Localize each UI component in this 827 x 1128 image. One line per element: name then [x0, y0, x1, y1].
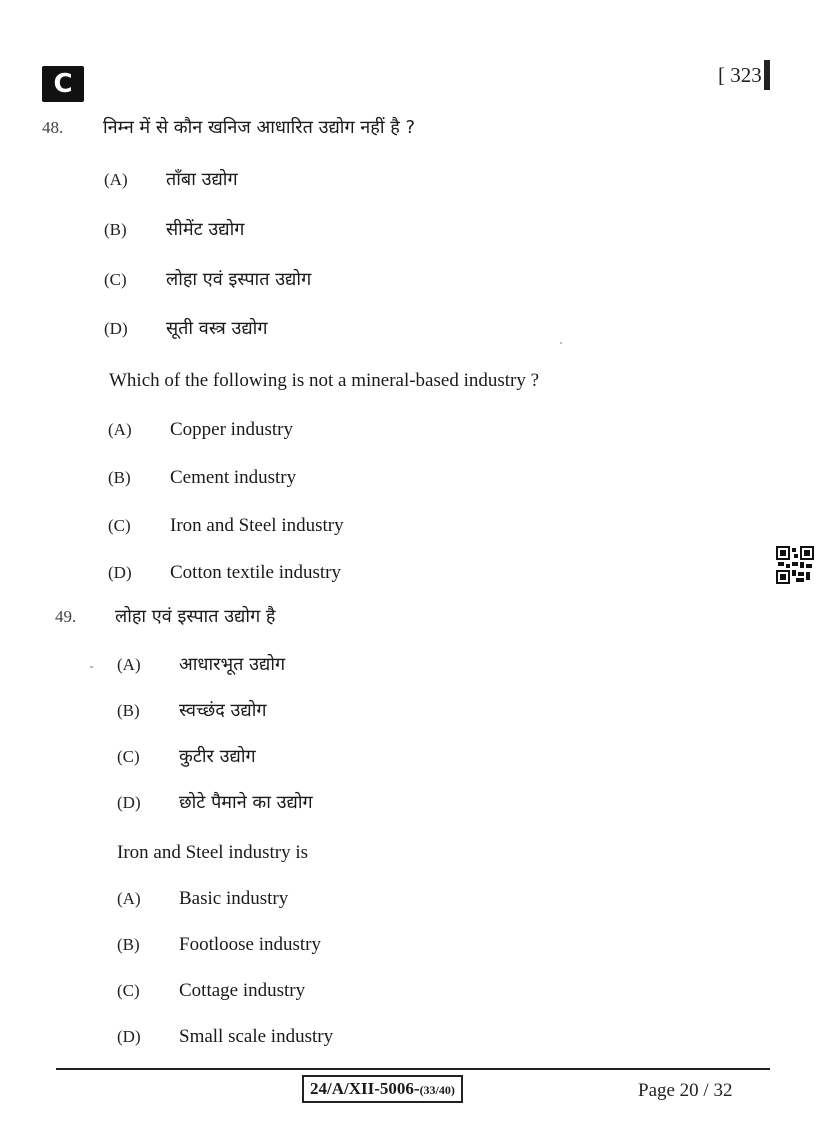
option-b-english: [117, 934, 321, 956]
set-badge: C: [42, 66, 84, 102]
option-label: (B): [117, 935, 140, 954]
option-label: (D): [108, 563, 132, 582]
option-label: (B): [108, 468, 131, 487]
option-label: (D): [117, 1027, 141, 1046]
paper-code: [302, 1075, 463, 1103]
option-label: (C): [117, 981, 140, 1000]
option-text: Cottage industry: [179, 980, 306, 1001]
option-text: Footloose industry: [179, 934, 321, 955]
option-label: (A): [104, 170, 128, 189]
option-text: Iron and Steel industry: [170, 515, 344, 536]
page-code-bar: [764, 60, 770, 90]
option-d-hindi: [117, 790, 313, 814]
option-c-english: [108, 515, 344, 537]
question-text-english: Iron and Steel industry is: [117, 842, 309, 863]
option-a-english: [108, 419, 293, 441]
page-number: Page 20 / 32: [638, 1080, 733, 1101]
option-b-english: [108, 467, 296, 489]
option-text: Copper industry: [170, 419, 293, 440]
option-label: (A): [108, 420, 132, 439]
question-number: 48.: [42, 118, 64, 137]
option-label: (B): [104, 220, 127, 239]
option-a-hindi: [104, 167, 238, 191]
scan-speck: [90, 666, 93, 668]
question-text-hindi: निम्न में से कौन खनिज आधारित उद्योग नहीं है ?: [103, 117, 416, 138]
page-code-text: [ 323: [718, 63, 762, 87]
option-label: (D): [104, 319, 128, 338]
option-text: Cement industry: [170, 467, 297, 488]
question-text-hindi: लोहा एवं इस्पात उद्योग है: [115, 606, 276, 627]
option-text: Basic industry: [179, 888, 289, 909]
option-text: कुटीर उद्योग: [179, 746, 256, 767]
option-text: Small scale industry: [179, 1026, 334, 1047]
option-c-english: [117, 980, 305, 1002]
qr-code-icon: [776, 546, 814, 584]
option-label: (C): [117, 747, 140, 766]
option-text: छोटे पैमाने का उद्योग: [179, 792, 313, 813]
option-c-hindi: [104, 267, 311, 291]
option-c-hindi: [117, 744, 256, 768]
option-label: (D): [117, 793, 141, 812]
option-label: (A): [117, 655, 141, 674]
option-d-english: [117, 1026, 333, 1048]
page-code: [718, 60, 770, 90]
option-label: (B): [117, 701, 140, 720]
question-text-english: Which of the following is not a mineral-based industry ?: [109, 370, 540, 391]
option-text: लोहा एवं इस्पात उद्योग: [166, 269, 312, 290]
scan-speck: [560, 342, 562, 344]
option-d-hindi: [104, 316, 267, 340]
option-text: ताँबा उद्योग: [166, 169, 238, 190]
option-label: (C): [108, 516, 131, 535]
option-text: सूती वस्त्र उद्योग: [166, 318, 268, 339]
option-b-hindi: [117, 698, 267, 722]
option-b-hindi: [104, 217, 244, 241]
option-label: (C): [104, 270, 127, 289]
option-a-english: [117, 888, 288, 910]
option-text: सीमेंट उद्योग: [166, 219, 245, 240]
option-label: (A): [117, 889, 141, 908]
option-text: Cotton textile industry: [170, 562, 341, 583]
footer-rule: [56, 1068, 770, 1070]
question-number: 49.: [55, 607, 77, 626]
option-a-hindi: [117, 652, 285, 676]
option-text: आधारभूत उद्योग: [179, 654, 286, 675]
paper-code-main: 24/A/XII-5006-: [310, 1079, 420, 1098]
option-text: स्वच्छंद उद्योग: [179, 700, 267, 721]
option-d-english: [108, 562, 341, 584]
paper-code-suffix: (33/40): [419, 1083, 455, 1097]
